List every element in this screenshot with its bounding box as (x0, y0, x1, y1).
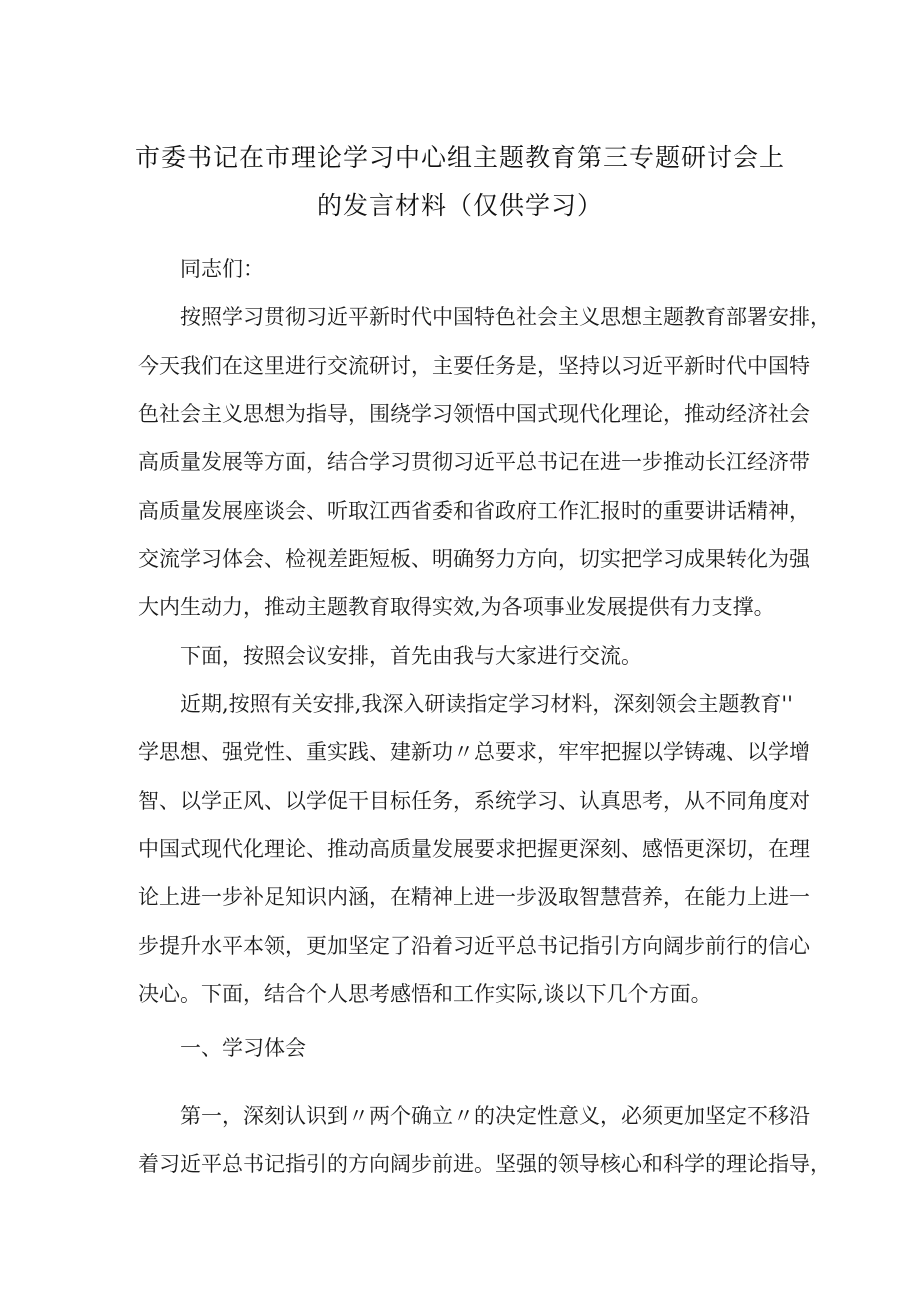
paragraph-line: 着习近平总书记指引的方向阔步前进。坚强的领导核心和科学的理论指导， (138, 1152, 831, 1176)
paragraph-line: 今天我们在这里进行交流研讨，主要任务是，坚持以习近平新时代中国特 (138, 354, 810, 378)
paragraph-line: 智、以学正风、以学促干目标任务，系统学习、认真思考，从不同角度对 (138, 789, 810, 813)
paragraph-line: 按照学习贯彻习近平新时代中国特色社会主义思想主题教育部署安排， (180, 305, 831, 329)
document-title-line-1: 市委书记在市理论学习中心组主题教育第三专题研讨会上 (134, 143, 785, 172)
paragraph-line: 高质量发展等方面，结合学习贯彻习近平总书记在进一步推动长江经济带 (138, 450, 810, 474)
section-heading: 一、学习体会 (180, 1036, 306, 1060)
paragraph-line: 步提升水平本领，更加坚定了沿着习近平总书记指引方向阔步前行的信心 (138, 934, 810, 958)
paragraph-line: 下面，按照会议安排，首先由我与大家进行交流。 (180, 644, 642, 668)
paragraph-line: 色社会主义思想为指导，围绕学习领悟中国式现代化理论，推动经济社会 (138, 402, 810, 426)
paragraph-line: 近期,按照有关安排,我深入研读指定学习材料，深刻领会主题教育'' (180, 692, 793, 716)
paragraph-line: 中国式现代化理论、推动高质量发展要求把握更深刻、感悟更深切，在理 (138, 837, 810, 861)
paragraph-line: 学思想、强党性、重实践、建新功〃总要求，牢牢把握以学铸魂、以学增 (138, 740, 810, 764)
paragraph-line: 论上进一步补足知识内涵，在精神上进一步汲取智慧营养，在能力上进一 (138, 885, 810, 909)
salutation: 同志们： (180, 257, 264, 281)
document-title-line-2: 的发言材料（仅供学习） (316, 191, 603, 220)
paragraph-line: 大内生动力，推动主题教育取得实效,为各项事业发展提供有力支撑。 (138, 595, 775, 619)
paragraph-line: 高质量发展座谈会、听取江西省委和省政府工作汇报时的重要讲话精神， (138, 499, 810, 523)
paragraph-line: 决心。下面，结合个人思考感悟和工作实际,谈以下几个方面。 (138, 982, 712, 1006)
paragraph-line: 第一，深刻认识到〃两个确立〃的决定性意义，必须更加坚定不移沿 (180, 1104, 810, 1128)
paragraph-line: 交流学习体会、检视差距短板、明确努力方向，切实把学习成果转化为强 (138, 547, 810, 571)
